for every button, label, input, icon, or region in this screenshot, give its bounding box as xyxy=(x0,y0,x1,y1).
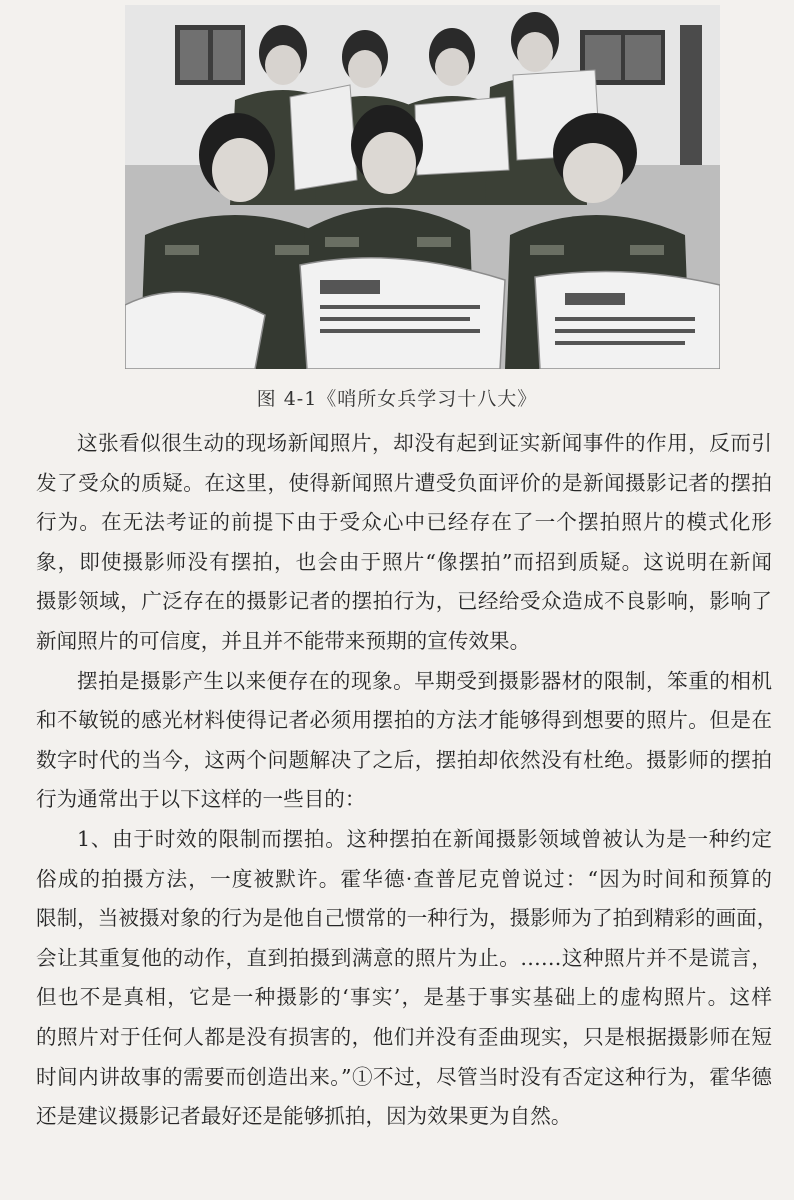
photo-illustration xyxy=(125,5,720,369)
article-body xyxy=(36,424,778,1137)
figure-caption: 图 4-1《哨所女兵学习十八大》 xyxy=(256,388,538,410)
text-line: 行为。在无法考证的前提下由于受众心中已经存在了一个摆拍照片的模式化形 xyxy=(36,510,772,535)
text-line: 但也不是真相，它是一种摄影的‘事实’，是基于事实基础上的虚构照片。这样 xyxy=(36,985,772,1010)
text-line: 行为通常出于以下这样的一些目的： xyxy=(36,787,366,812)
text-line: 数字时代的当今，这两个问题解决了之后，摆拍却依然没有杜绝。摄影师的摆拍 xyxy=(36,747,772,772)
text-line: 还是建议摄影记者最好还是能够抓拍，因为效果更为自然。 xyxy=(36,1104,572,1129)
text-line: 摆拍是摄影产生以来便存在的现象。早期受到摄影器材的限制，笨重的相机 xyxy=(77,668,772,693)
text-line: 的照片对于任何人都是没有损害的，他们并没有歪曲现实，只是根据摄影师在短 xyxy=(36,1024,772,1049)
text-line: 新闻照片的可信度，并且并不能带来预期的宣传效果。 xyxy=(36,628,531,653)
text-line: 和不敏锐的感光材料使得记者必须用摆拍的方法才能够得到想要的照片。但是在 xyxy=(36,708,772,733)
text-line: 限制，当被摄对象的行为是他自己惯常的一种行为，摄影师为了拍到精彩的画面， xyxy=(36,906,778,931)
news-photo xyxy=(125,5,720,369)
text-line: 象，即使摄影师没有摆拍，也会由于照片“像摆拍”而招到质疑。这说明在新闻 xyxy=(36,549,772,574)
text-line: 摄影领域，广泛存在的摄影记者的摆拍行为，已经给受众造成不良影响，影响了 xyxy=(36,589,772,614)
text-line: 发了受众的质疑。在这里，使得新闻照片遭受负面评价的是新闻摄影记者的摆拍 xyxy=(36,470,772,495)
text-line: 1、由于时效的限制而摆拍。这种摆拍在新闻摄影领域曾被认为是一种约定 xyxy=(77,826,772,851)
text-line: 俗成的拍摄方法，一度被默许。霍华德·查普尼克曾说过：“因为时间和预算的 xyxy=(36,866,772,891)
paragraph xyxy=(36,662,772,820)
text-line: 这张看似很生动的现场新闻照片，却没有起到证实新闻事件的作用，反而引 xyxy=(77,431,772,455)
paragraph xyxy=(36,424,772,662)
text-line: 时间内讲故事的需要而创造出来。”①不过，尽管当时没有否定这种行为，霍华德 xyxy=(36,1064,772,1089)
text-line: 会让其重复他的动作，直到拍摄到满意的照片为止。……这种照片并不是谎言， xyxy=(36,945,772,970)
paragraph xyxy=(36,820,778,1137)
